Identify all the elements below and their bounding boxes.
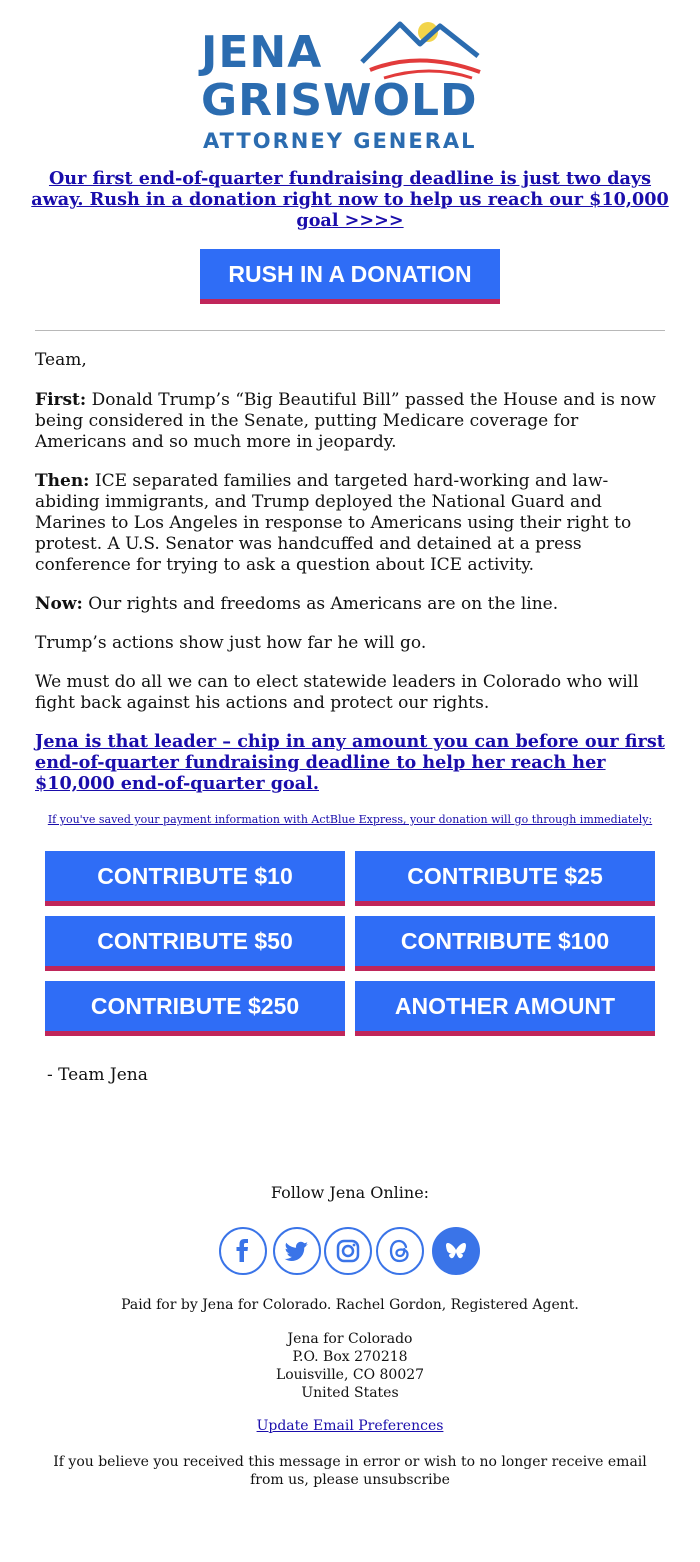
contribute-10-button[interactable]: CONTRIBUTE $10 (45, 851, 345, 906)
paragraph-then-text: ICE separated families and targeted hard-working and law-abiding immigrants, and Trump deployed the National Guard and Marines to Los Angeles in response to Americans using their right to protest. A U.S. Senator was handcuffed and detained at a press conference for trying to ask a question about ICE activity. (35, 471, 632, 575)
contribute-250-button[interactable]: CONTRIBUTE $250 (45, 981, 345, 1036)
actblue-note (30, 813, 670, 826)
paid-for-disclaimer: Paid for by Jena for Colorado. Rachel Gordon, Registered Agent. (121, 1297, 579, 1313)
another-amount-button[interactable]: ANOTHER AMOUNT (355, 981, 655, 1036)
headline-link[interactable]: Our first end-of-quarter fundraising deadline is just two days away. Rush in a donation right now to help us reach our $10,000 goal >>>> (31, 168, 669, 231)
paragraph-now-text: Our rights and freedoms as Americans are on the line. (82, 594, 559, 614)
mailing-address (0, 1330, 700, 1402)
update-preferences-link[interactable]: Update Email Preferences (256, 1418, 444, 1434)
paragraph-first-label: First: (35, 390, 87, 410)
signoff: - Team Jena (47, 1065, 148, 1085)
unsubscribe-text: If you believe you received this message in error or wish to no longer receive email from us, please unsubscribe (53, 1454, 647, 1488)
paragraph-then (35, 471, 665, 576)
campaign-logo (195, 14, 515, 154)
facebook-icon[interactable] (219, 1227, 267, 1275)
paragraph-then-label: Then: (35, 471, 90, 491)
mountain-logo-icon (360, 14, 500, 84)
twitter-icon[interactable] (273, 1227, 321, 1275)
greeting: Team, (35, 350, 87, 370)
divider (35, 330, 665, 331)
paragraph-first-text: Donald Trump’s “Big Beautiful Bill” passed the House and is now being considered in the Senate, putting Medicare coverage for Americans and so much more in jeopardy. (35, 390, 656, 452)
contribute-100-button[interactable]: CONTRIBUTE $100 (355, 916, 655, 971)
address-line: Jena for Colorado (287, 1331, 413, 1347)
bluesky-icon[interactable] (432, 1227, 480, 1275)
address-line: Louisville, CO 80027 (275, 1367, 425, 1383)
cta-link[interactable]: Jena is that leader – chip in any amount you can before our first end-of-quarter fundraising deadline to help her reach her $10,000 end-of-quarter goal. (35, 731, 665, 794)
actblue-note-link[interactable]: If you've saved your payment information with ActBlue Express, your donation will go through immediately: (47, 813, 653, 826)
address-line: United States (301, 1385, 399, 1401)
rush-donation-button[interactable]: RUSH IN A DONATION (200, 249, 500, 304)
paragraph-now-label: Now: (35, 594, 83, 614)
contribute-25-button[interactable]: CONTRIBUTE $25 (355, 851, 655, 906)
paragraph-actions: Trump’s actions show just how far he will go. (35, 633, 427, 653)
email-preferences (0, 1418, 700, 1434)
threads-icon[interactable] (376, 1227, 424, 1275)
headline (30, 168, 670, 231)
address-line: P.O. Box 270218 (292, 1349, 408, 1365)
logo-line-name: JENA (201, 27, 323, 78)
logo-line-surname: GRISWOLD (201, 75, 478, 126)
cta-paragraph (35, 731, 665, 794)
paragraph-now (35, 594, 665, 615)
paragraph-elect: We must do all we can to elect statewide leaders in Colorado who will fight back against his actions and protect our rights. (35, 672, 639, 713)
paragraph-first (35, 390, 665, 453)
instagram-icon[interactable] (324, 1227, 372, 1275)
logo-line-title: ATTORNEY GENERAL (203, 129, 477, 153)
social-links (219, 1227, 484, 1277)
follow-heading: Follow Jena Online: (270, 1183, 430, 1202)
contribute-50-button[interactable]: CONTRIBUTE $50 (45, 916, 345, 971)
